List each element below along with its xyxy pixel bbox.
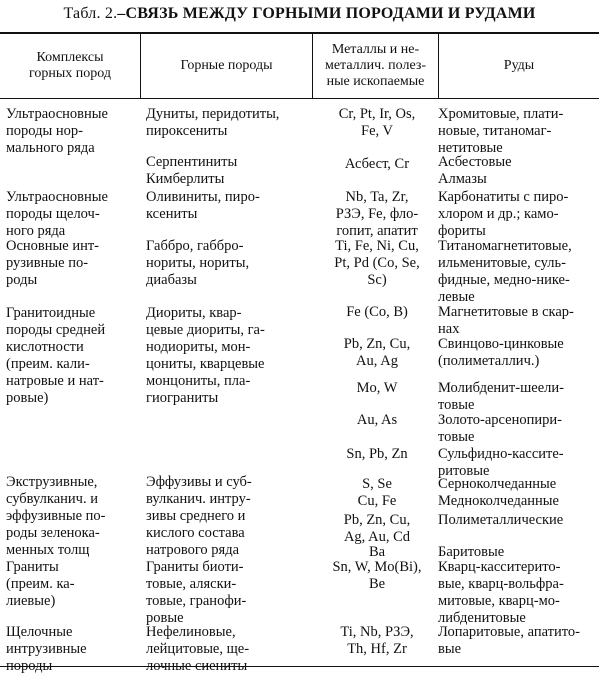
header-bottom-rule — [0, 98, 599, 99]
caption-prefix: Табл. 2. — [63, 5, 118, 22]
rocks-gabbro: Габбро, габбро- нориты, нориты, диабазы — [146, 238, 250, 288]
ores-gold-arsenopyrite: Золото-арсенопири- товые — [438, 412, 562, 445]
metals-ba: Ba — [368, 544, 386, 560]
ores-molybdenite: Молибденит-шеели- товые — [438, 380, 564, 413]
ores-asbestos: Асбестовые Алмазы — [438, 154, 512, 187]
rocks-serpentinites: Серпентиниты Кимберлиты — [146, 154, 238, 187]
metals-cu-fe: Cu, Fe — [357, 493, 397, 509]
complex-ultrabasic-normal: Ультраосновные породы нор- мального ряда — [6, 106, 108, 156]
table-caption — [0, 4, 599, 24]
rocks-granites: Граниты биоти- товые, аляски- товые, гранофи- ровые — [146, 559, 247, 626]
metals-pb-zn-au: Pb, Zn, Cu, Au, Ag — [343, 336, 411, 369]
rocks-nepheline: Нефелиновые, лейцитовые, ще- лочные сиениты — [146, 624, 250, 674]
metals-ti-fe: Ti, Fe, Ni, Cu, Pt, Pd (Co, Se, Sc) — [334, 238, 420, 288]
complex-ultrabasic-alkaline: Ультраосновные породы щелоч- ного ряда — [6, 189, 108, 239]
rocks-diorites: Диориты, квар- цевые диориты, га- нодиориты, мон- цониты, кварцевые монцониты, пла- гиограниты — [146, 305, 265, 406]
complex-extrusive: Экструзивные, субвулканич. и эффузивные по- роды зеленока- менных толщ — [6, 474, 106, 558]
metals-nb-ta: Nb, Ta, Zr, РЗЭ, Fe, фло- гопит, апатит — [335, 189, 419, 239]
caption-title: –СВЯЗЬ МЕЖДУ ГОРНЫМИ ПОРОДАМИ И РУДАМИ — [117, 5, 536, 22]
metals-au-as: Au, As — [356, 412, 398, 428]
header-rocks-label: Горные породы — [180, 58, 273, 73]
header-cell-complexes — [0, 34, 140, 98]
ores-sulfide-cassiterite: Сульфидно-кассите- ритовые — [438, 446, 564, 479]
ores-titanomagnetite: Титаномагнетитовые, ильменитовые, суль- фидные, медно-нике- левые — [438, 238, 572, 305]
table-bottom-rule — [0, 666, 599, 667]
ores-copper-pyrite: Медноколчеданные — [438, 493, 559, 509]
header-ores-label: Руды — [503, 58, 535, 73]
complex-basic-intrusive: Основные инт- рузивные по- роды — [6, 238, 100, 288]
ores-loparite: Лопаритовые, апатито- вые — [438, 624, 580, 657]
ores-chromite: Хромитовые, плати- новые, титаномаг- нетитовые — [438, 106, 564, 156]
metals-sn-w: Sn, W, Mo(Bi), Be — [332, 559, 422, 592]
complex-granitoid: Гранитоидные породы средней кислотности (преим. кали- натровые и нат- ровые) — [6, 305, 106, 406]
metals-asbestos: Асбест, Cr — [344, 156, 410, 172]
metals-s-se: S, Se — [362, 476, 392, 492]
metals-ti-nb: Ti, Nb, РЗЭ, Th, Hf, Zr — [340, 624, 414, 657]
header-cell-metals — [313, 34, 438, 98]
ores-polymetallic: Полиметаллические — [438, 512, 564, 528]
ores-carbonatites: Карбонатиты с пиро- хлором и др.; камо- фориты — [438, 189, 569, 239]
complex-granites: Граниты (преим. ка- лиевые) — [6, 559, 75, 609]
complex-alkaline-intrusive: Щелочные интрузивные породы — [6, 624, 87, 674]
rocks-dunites: Дуниты, перидотиты, пироксениты — [146, 106, 280, 139]
rocks-effusives: Эффузивы и суб- вулканич. интру- зивы среднего и кислого состава натрового ряда — [146, 474, 252, 558]
metals-pb-zn-ag: Pb, Zn, Cu, Ag, Au, Cd — [343, 512, 411, 545]
ores-magnetite: Магнетитовые в скар- нах — [438, 304, 574, 337]
ores-quartz-cassiterite: Кварц-касситерито- вые, кварц-вольфра- митовые, кварц-мо- либденитовые — [438, 559, 564, 626]
metals-fe-co: Fe (Co, B) — [346, 304, 408, 320]
rocks-olivinites: Оливиниты, пиро- ксениты — [146, 189, 260, 222]
header-metals-label: Металлы и не- металлич. полез- ные ископаемые — [324, 42, 427, 89]
header-complexes-label: Комплексы горных пород — [28, 50, 111, 81]
metals-cr-pt: Cr, Pt, Ir, Os, Fe, V — [338, 106, 416, 139]
ores-lead-zinc: Свинцово-цинковые (полиметаллич.) — [438, 336, 564, 369]
metals-sn-pb: Sn, Pb, Zn — [346, 446, 408, 462]
header-cell-rocks — [141, 34, 312, 98]
header-cell-ores — [439, 34, 599, 98]
metals-mo-w: Mo, W — [356, 380, 398, 396]
ores-barite: Баритовые — [438, 544, 505, 560]
ores-sulfur-pyrite: Серноколчеданные — [438, 476, 557, 492]
